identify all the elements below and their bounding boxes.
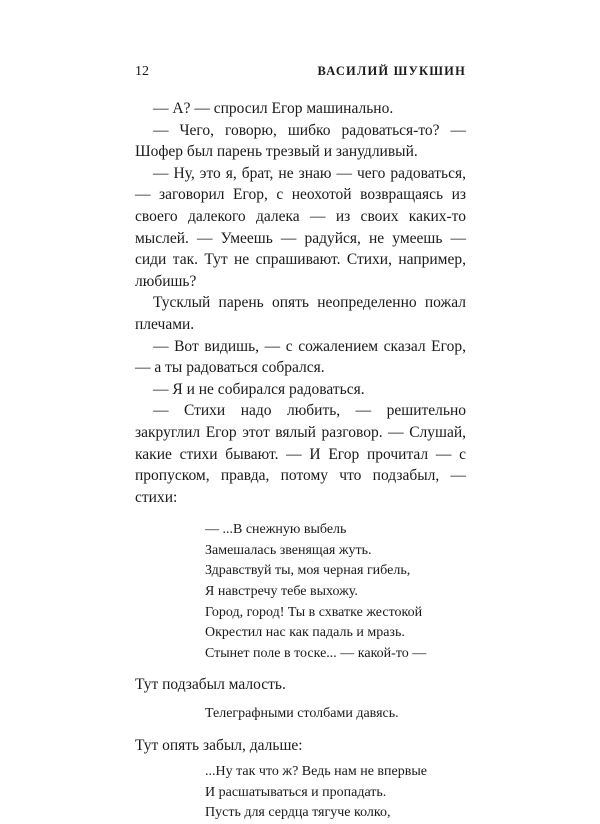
verse-block [205, 520, 466, 664]
running-head: ВАСИЛИЙ ШУКШИН [317, 64, 466, 78]
verse-line: И расшатываться и пропадать. [205, 784, 387, 800]
verse-line: Я навстречу тебе выхожу. [205, 584, 358, 600]
paragraph: — А? — спросил Егор машинально. [153, 100, 394, 117]
body-text [135, 98, 466, 824]
paragraph: — Чего, говорю, шибко радоваться-то? — Шофер был парень трезвый и занудливый. [135, 121, 466, 161]
verse-line: Пусть для сердца тягуче колко, [205, 805, 391, 821]
verse-block [205, 704, 466, 725]
paragraph: — Стихи надо любить, — решительно закруглил Егор этот вялый разговор. — Слушай, какие стихи бывают. — И Егор прочитал — с пропуском, правда, потому что подзабыл, — стихи: [135, 402, 466, 506]
verse-line: Окрестил нас как падаль и мразь. [205, 625, 405, 641]
paragraph: — Ну, это я, брат, не знаю — чего радоваться, — заговорил Егор, с неохотой возвращаясь из своего далекого далека — из своих каких-то мыслей. — Умеешь — радуйся, не умеешь — сиди так. Тут не спрашивают. Стихи, например, любишь? [135, 164, 466, 290]
verse-line: Стынет поле в тоске... — какой-то — [205, 645, 427, 661]
paragraph: — Я и не собирался радоваться. [153, 380, 365, 398]
verse-line: Здравствуй ты, моя черная гибель, [205, 563, 411, 579]
verse-line: Телеграфными столбами давясь. [205, 706, 399, 722]
verse-line: — ...В снежную выбель [205, 522, 347, 538]
page-number: 12 [135, 64, 149, 79]
paragraph: Тусклый парень опять неопределенно пожал плечами. [135, 294, 466, 333]
interlude-text: Тут опять забыл, дальше: [135, 736, 303, 754]
verse-line: Замешалась звенящая жуть. [205, 542, 372, 558]
paragraph: — Вот видишь, — с сожалением сказал Егор, — а ты радоваться собрался. [135, 337, 466, 377]
verse-line: ...Ну так что ж? Ведь нам не впервые [205, 764, 427, 780]
interlude-text: Тут подзабыл малость. [135, 676, 286, 694]
verse-block [205, 762, 466, 824]
verse-line: Город, город! Ты в схватке жестокой [205, 604, 423, 620]
